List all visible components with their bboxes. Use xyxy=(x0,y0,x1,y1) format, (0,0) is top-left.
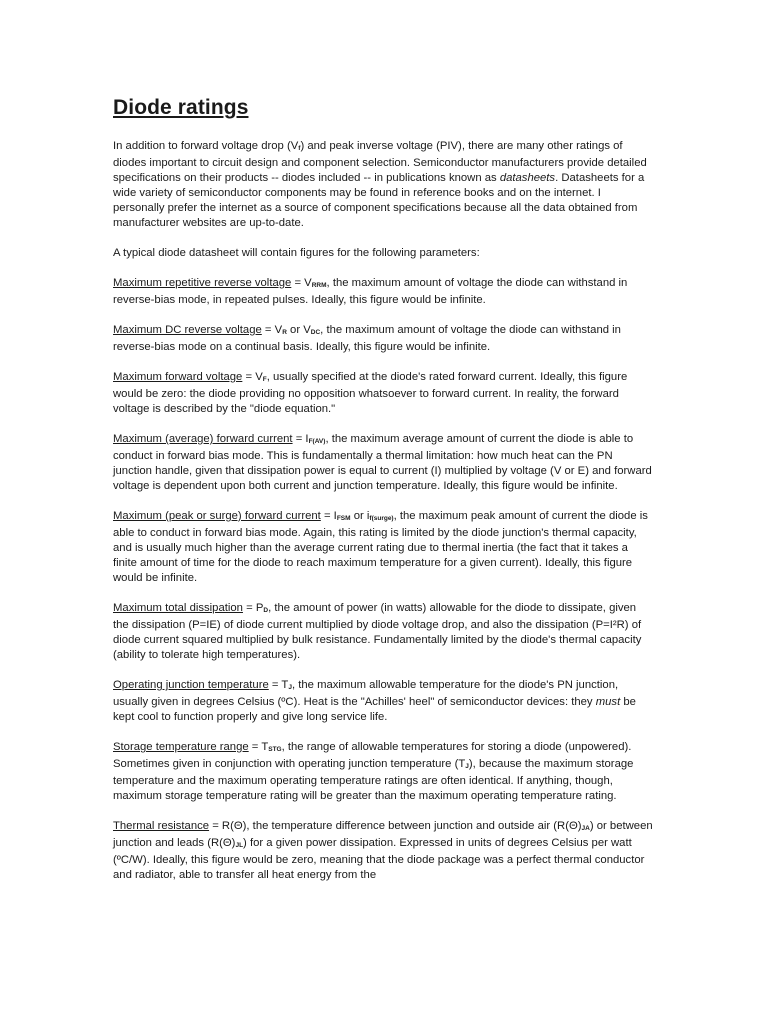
document-page xyxy=(113,96,653,898)
page-title: Diode ratings xyxy=(113,96,249,119)
param-vrrm: Maximum repetitive reverse voltage = $V_{RRM}$, the maximum amount of voltage the diode can withstand in reverse-bias mode, in repeated pulses. Ideally, this figure would be infinite. xyxy=(113,277,628,306)
param-vr: Maximum DC reverse voltage = $V_R$ or $V_{DC}$, the maximum amount of voltage the diode can withstand in reverse-bias mode on a continual basis. Ideally, this figure would be infinite. xyxy=(113,324,621,353)
param-vf: Maximum forward voltage = $V_F$, usually specified at the diode's rated forward current. Ideally, this figure would be zero: the diode providing no opposition whatsoever to forward current. In reality, the forward voltage is described by the "diode equation." xyxy=(113,371,628,415)
param-ifav: Maximum (average) forward current = $I_{F(AV)}$, the maximum average amount of current the diode is able to conduct in forward bias mode. This is fundamentally a thermal limitation: how much heat can the PN junction handle, given that dissipation power is equal to current (I) multiplied by voltage (V or E) and forward voltage is dependent upon both current and junction temperature. Ideally, this figure would be infinite. xyxy=(113,433,652,492)
lead-paragraph: A typical diode datasheet will contain figures for the following parameters: xyxy=(113,247,480,259)
param-tstg: Storage temperature range = $T_{STG}$, the range of allowable temperatures for storing a diode (unpowered). Sometimes given in conjunction with operating junction temperature $(T_J)$, because the maximum storage temperature and the maximum operating temperature ratings are often identical. If anything, though, maximum storage temperature rating will be greater than the maximum operating temperature rating. xyxy=(113,741,634,802)
param-rth: Thermal resistance = R(Θ), the temperature difference between junction and outside air $(R(\Theta)_{JA})$ or between junction and leads $(R(\Theta)_{JL})$ for a given power dissipation. Expressed in units of degrees Celsius per watt (ºC/W). Ideally, this figure would be zero, meaning that the diode package was a perfect thermal conductor and radiator, able to transfer all heat energy from the xyxy=(113,820,653,881)
intro-paragraph: In addition to forward voltage drop $(V_f)$ and peak inverse voltage (PIV), there are many other ratings of diodes important to circuit design and component selection. Semiconductor manufacturers provide detailed specifications on their products -- diodes included -- in publications known as datasheets. Datasheets for a wide variety of semiconductor components may be found in reference books and on the internet. I personally prefer the internet as a source of component specifications because all the data obtained from manufacturer websites are up-to-date. xyxy=(113,140,647,229)
param-ifsm: Maximum (peak or surge) forward current = $I_{FSM}$ or $i_{f(surge)}$, the maximum peak amount of current the diode is able to conduct in forward bias mode. Again, this rating is limited by the diode junction's thermal capacity, and is usually much higher than the average current rating due to thermal inertia (the fact that it takes a finite amount of time for the diode to reach maximum temperature for a given current). Ideally, this figure would be infinite. xyxy=(113,510,648,584)
param-pd: Maximum total dissipation = $P_D$, the amount of power (in watts) allowable for the diode to dissipate, given the dissipation (P=IE) of diode current multiplied by diode voltage drop, and also the dissipation (P=I²R) of diode current squared multiplied by bulk resistance. Fundamentally limited by the diode's thermal capacity (ability to tolerate high temperatures). xyxy=(113,602,642,661)
param-tj: Operating junction temperature = $T_J$, the maximum allowable temperature for the diode's PN junction, usually given in degrees Celsius (ºC). Heat is the "Achilles' heel" of semiconductor devices: they must be kept cool to function properly and give long service life. xyxy=(113,679,636,723)
